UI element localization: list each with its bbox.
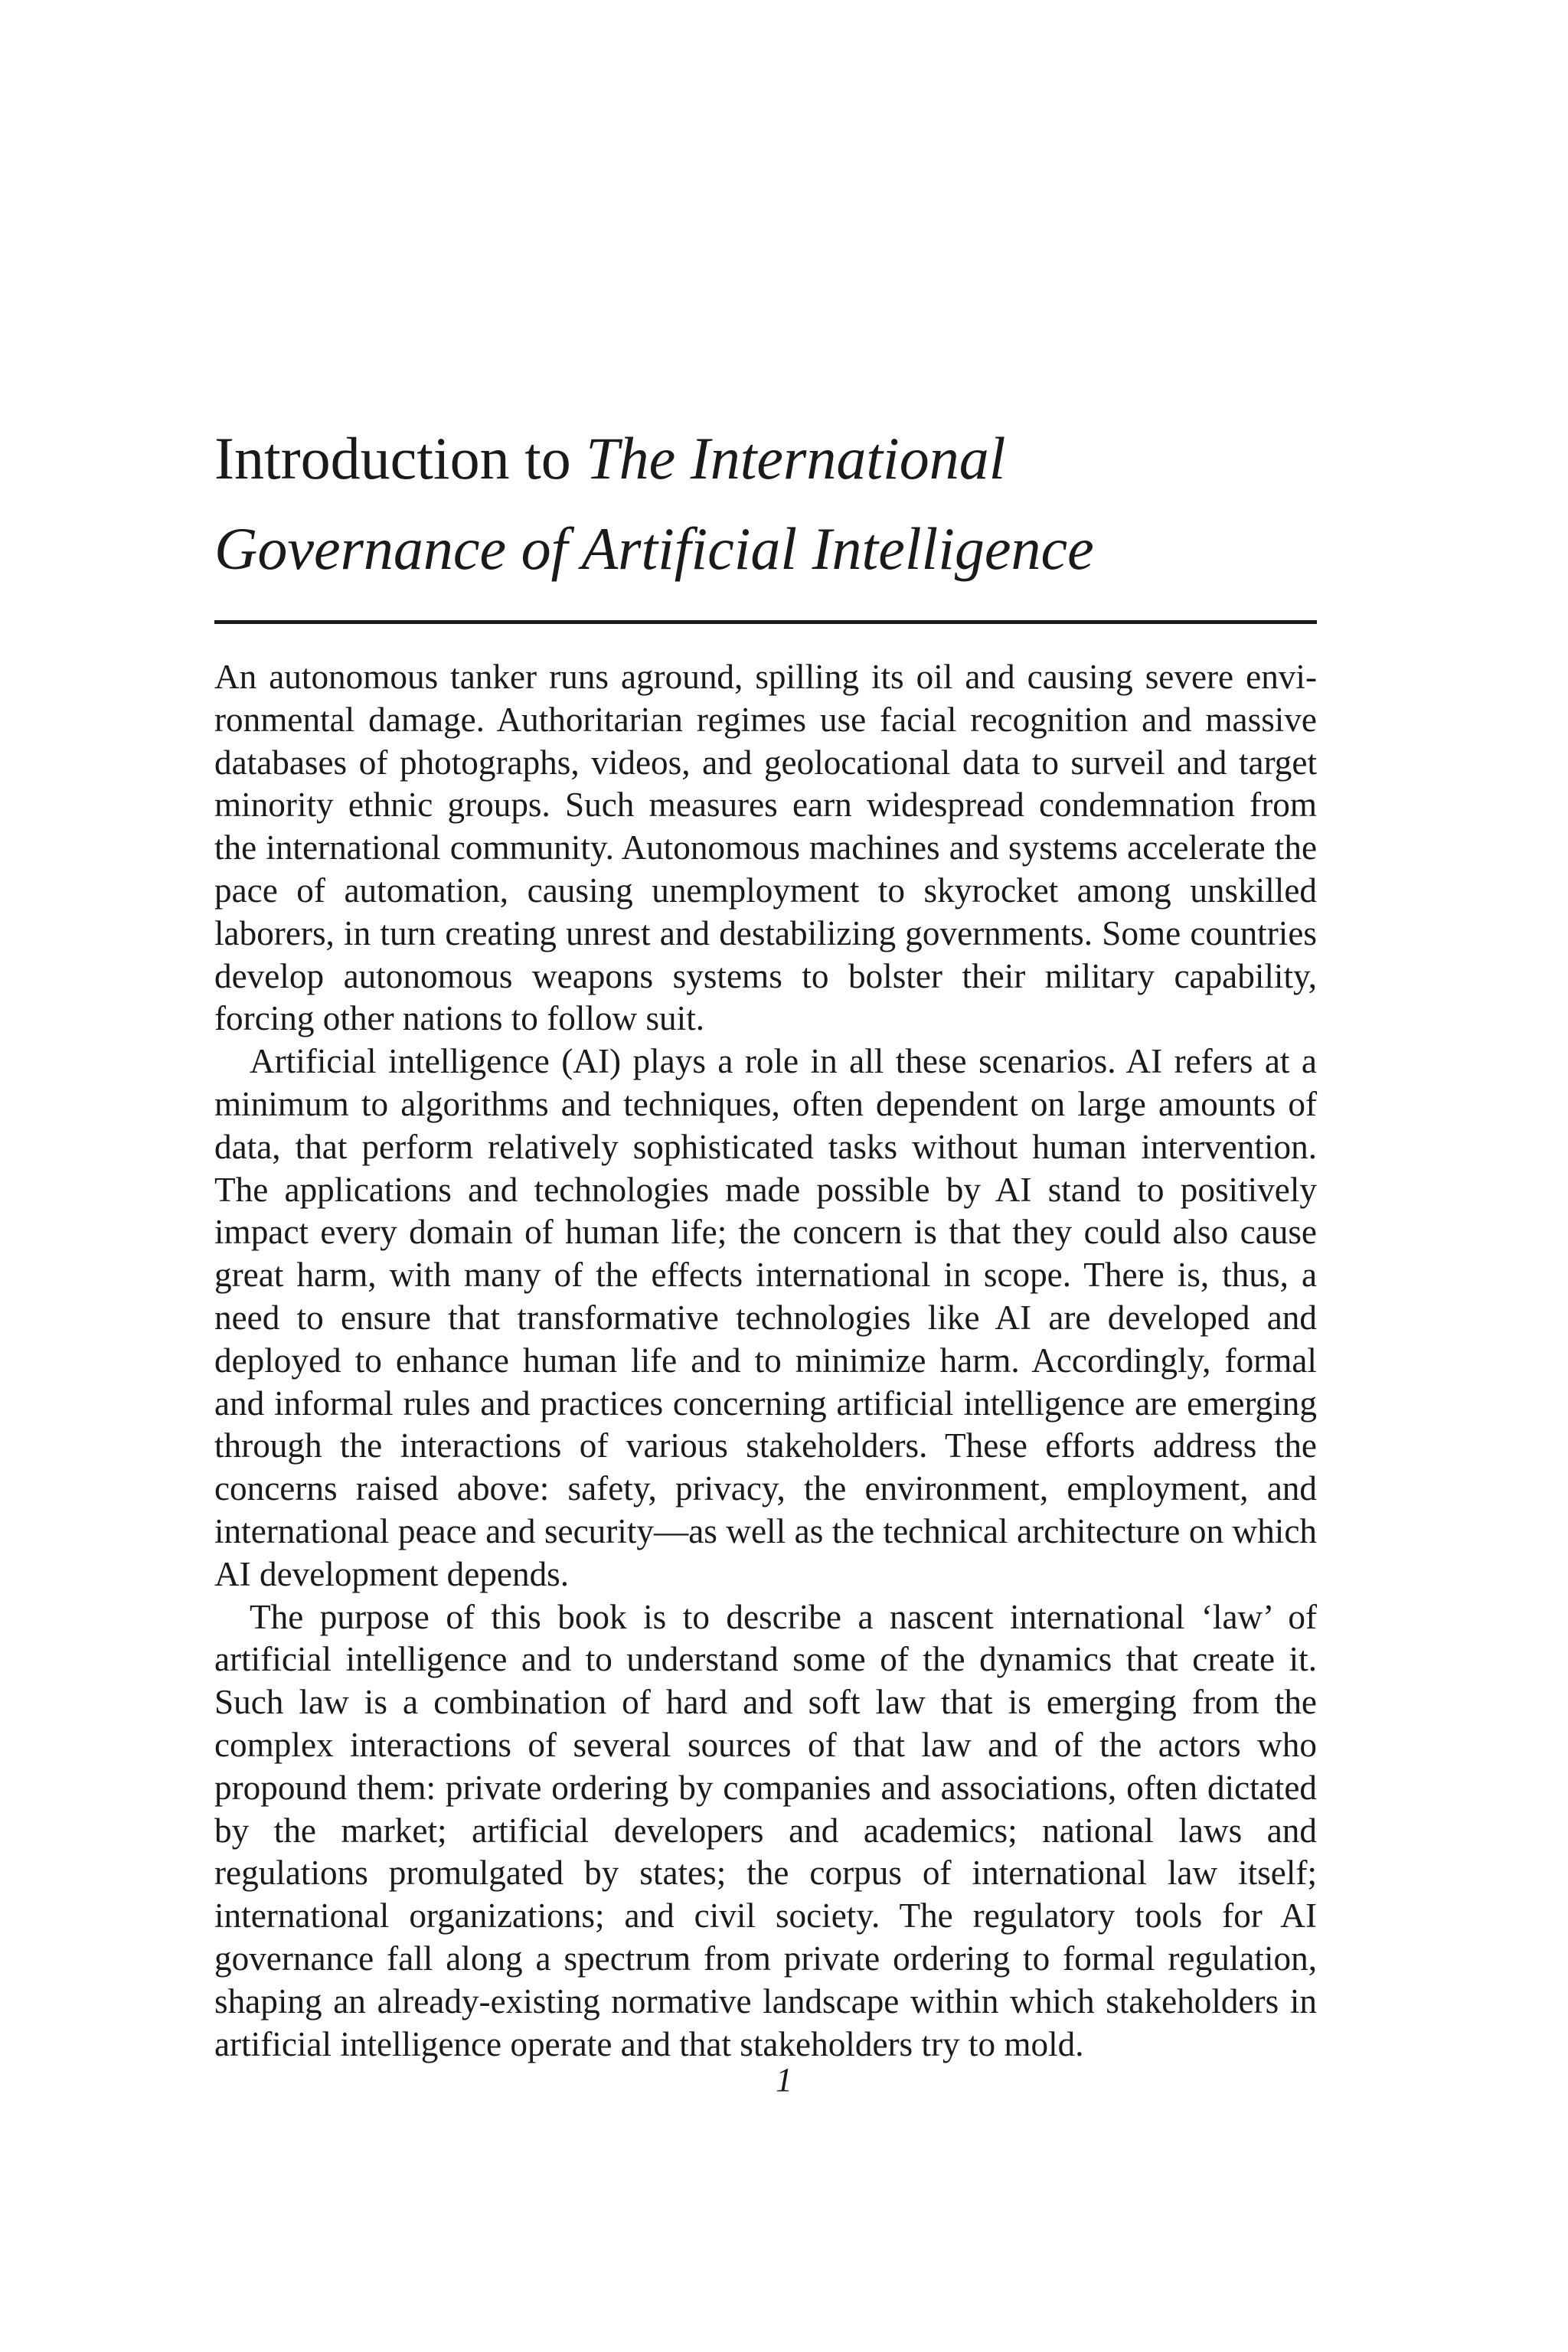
chapter-title-italic-2: Governance of: [214, 515, 582, 582]
paragraph-2: Artificial intelligence (AI) plays a role in all these scenarios. AI refers at a minimum to algorithms and techniques, often dependent on large amounts of data, that perform relatively sophisticated tasks without human intervention. The applications and technologies made possible by AI stand to positively impact every domain of human life; the concern is that they could also cause great harm, with many of the effects international in scope. There is, thus, a need to ensure that transformative technologies like AI are developed and deployed to enhance human life and to minimize harm. Accordingly, formal and informal rules and practices concerning artificial intelligence are emerging through the interactions of various stakeholders. These efforts address the concerns raised above: safety, privacy, the environment, employment, and international peace and security—as well as the technical architecture on which AI development depends.: [214, 1042, 1317, 1593]
body-text: [214, 656, 1317, 2066]
paragraph-3: The purpose of this book is to describe a nascent international ‘law’ of artificial intelligence and to understand some of the dynamics that create it. Such law is a combination of hard and soft law that is emerging from the complex interactions of several sources of that law and of the actors who propound them: private ordering by companies and associations, often dictated by the market; artificial developers and academics; national laws and regulations promulgated by states; the corpus of international law itself; international organizations; and civil society. The regulatory tools for AI governance fall along a spectrum from private ordering to formal regulation, shaping an already-existing normative landscape within which stakeholders in artificial intelligence operate and that stakeholders try to mold.: [214, 1597, 1317, 2063]
chapter-title-italic-1: The International: [586, 425, 1006, 492]
paragraph-1: An autonomous tanker runs aground, spilling its oil and causing severe environmental damage. Authoritarian regimes use facial recognition and massive databases of photographs, videos, and geolocational data to surveil and target minority ethnic groups. Such measures earn widespread condemnation from the international community. Autonomous machines and systems accelerate the pace of automation, causing unemployment to skyrocket among unskilled laborers, in turn creating unrest and destabilizing governments. Some countries develop autonomous weapons systems to bolster their military capability, forcing other nations to follow suit.: [214, 658, 1317, 1038]
page-number: 1: [776, 2061, 792, 2099]
chapter-title-plain: Introduction to: [214, 425, 586, 492]
title-rule: [214, 620, 1317, 624]
page-content: [214, 413, 1317, 2066]
chapter-title: [214, 413, 1317, 594]
chapter-title-italic-3: Artificial Intelligence: [581, 515, 1094, 582]
